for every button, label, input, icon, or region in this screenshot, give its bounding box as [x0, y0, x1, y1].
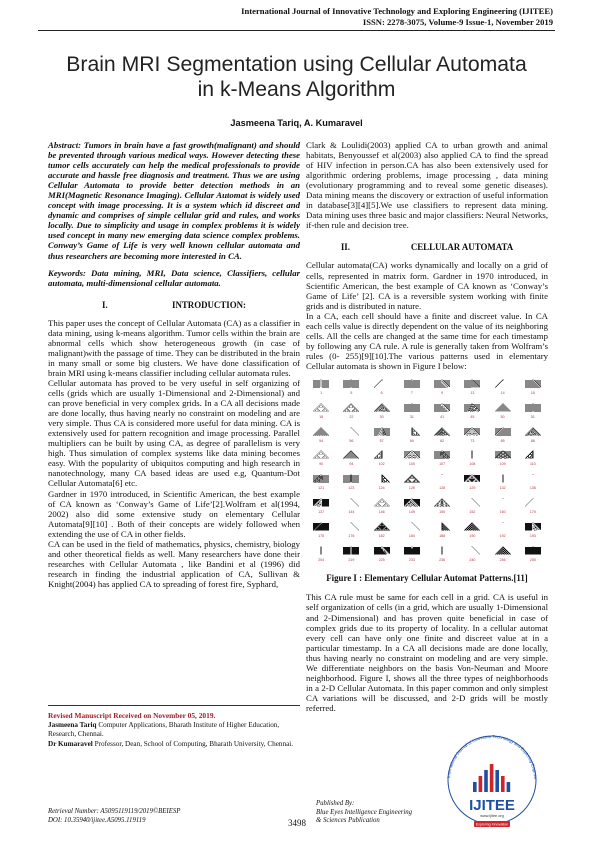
ca-rule-pattern	[404, 424, 420, 439]
ca-rule-number: 246	[499, 557, 506, 562]
ca-pattern-cell	[338, 447, 364, 471]
ca-rule-number: 129	[469, 486, 476, 491]
ca-pattern-cell	[308, 495, 334, 519]
ca-rule-pattern	[313, 519, 329, 534]
ca-rule-number: 225	[378, 557, 385, 562]
ca-rule-pattern	[343, 543, 359, 558]
ca-rule-pattern	[313, 376, 329, 391]
ca-pattern-cell	[369, 471, 395, 495]
right-column	[306, 140, 548, 713]
ca-rule-pattern	[495, 543, 511, 558]
ca-rule-pattern	[495, 424, 511, 439]
logo-bar	[507, 782, 511, 792]
ca-pattern-cell	[520, 471, 546, 495]
ca-rule-pattern	[313, 543, 329, 558]
ca-rule-number: 109	[499, 462, 506, 467]
ca-rule-number: 13	[470, 390, 475, 395]
ca-pattern-cell	[399, 447, 425, 471]
ca-pattern-cell	[459, 376, 485, 400]
ca-rule-pattern	[434, 376, 450, 391]
ca-pattern-cell	[520, 424, 546, 448]
retrieval-info	[48, 807, 180, 825]
ca-rule-number: 182	[378, 533, 385, 538]
ca-pattern-cell	[399, 495, 425, 519]
ca-pattern-cell	[369, 400, 395, 424]
title-line-1: Brain MRI Segmentation using Cellular Automata	[66, 53, 527, 76]
ca-pattern-cell	[308, 424, 334, 448]
ca-pattern-cell	[369, 543, 395, 567]
ca-rule-pattern	[525, 400, 541, 415]
ca-rule-pattern	[313, 447, 329, 462]
ca-rule-pattern	[495, 447, 511, 462]
author-affiliation	[48, 721, 300, 739]
ca-rule-pattern	[343, 400, 359, 415]
ca-rule-pattern	[495, 519, 511, 534]
logo-bar	[501, 776, 505, 792]
ca-rule-number: 22	[349, 414, 354, 419]
ca-rule-pattern	[434, 519, 450, 534]
ca-pattern-cell	[399, 543, 425, 567]
ca-rule-pattern	[464, 495, 480, 510]
ca-rule-number: 123	[348, 486, 355, 491]
ca-rule-number: 184	[408, 533, 415, 538]
ca-pattern-cell	[308, 471, 334, 495]
ca-pattern-cell	[308, 376, 334, 400]
ca-rule-pattern	[404, 376, 420, 391]
author-affiliation	[48, 740, 300, 749]
ca-rule-number: 124	[378, 486, 385, 491]
ca-rule-number: 31	[409, 414, 414, 419]
ca-rule-number: 137	[318, 509, 325, 514]
ca-rule-number: 107	[439, 462, 446, 467]
ca-rule-number: 219	[348, 557, 355, 562]
ca-rule-number: 14	[500, 390, 505, 395]
ca-pattern-cell	[520, 519, 546, 543]
ca-rule-number: 233	[408, 557, 415, 562]
paper-title	[38, 52, 555, 102]
ca-rule-pattern	[343, 376, 359, 391]
ca-rule-pattern	[374, 471, 390, 486]
journal-header	[241, 6, 553, 28]
body-paragraph: CA can be used in the field of mathematics, physics, chemistry, biology and other theoretical fields as well. Many researchers have done their researches with Cellular Automata , like Bandini et al (1996) did research in finding the industrial application of CA, Sullivan & Knight(2004) has applied CA to spreading of forest fire, Syphard,	[48, 538, 300, 589]
section-heading-cellular-automata	[306, 242, 548, 252]
ca-pattern-cell	[490, 400, 516, 424]
ca-pattern-cell	[429, 376, 455, 400]
ca-rule-pattern	[464, 447, 480, 462]
ca-rule-pattern	[343, 447, 359, 462]
ca-rule-pattern	[525, 543, 541, 558]
ca-rule-number: 94	[349, 462, 354, 467]
ca-pattern-cell	[429, 471, 455, 495]
ca-rule-number: 170	[529, 509, 536, 514]
ca-rule-pattern	[374, 519, 390, 534]
ca-rule-pattern	[343, 519, 359, 534]
ca-rule-pattern	[464, 424, 480, 439]
ca-rule-pattern	[404, 447, 420, 462]
ca-pattern-cell	[459, 400, 485, 424]
publisher-name: Blue Eyes Intelligence Engineering	[316, 808, 413, 816]
ca-pattern-cell	[369, 376, 395, 400]
ca-rule-pattern	[374, 376, 390, 391]
body-paragraph: Clark & Loulidi(2003) applied CA to urban growth and animal habitats, Benyoussef et al(2003) also applied CA to find the spread of HIV infection in person.CA has also been extensively used for algorithmic ordering problems, image processing , data mining (evolutionary programming and to reveal some genetic diseases). Data mining means the discovery or extraction of useful information in database[3][4][5].We use classifiers to represent data mining. Data mining uses three basic and major classifiers: Neural Networks, if-then rule and decision tree.	[306, 140, 549, 231]
ca-rule-number: 192	[499, 533, 506, 538]
journal-name: International Journal of Innovative Technology and Exploring Engineering (IJITEE)	[241, 6, 553, 16]
ca-pattern-grid	[308, 376, 546, 566]
ca-rule-pattern	[495, 471, 511, 486]
body-paragraph: This CA rule must be same for each cell in a grid. CA is useful in self organization of cells (in a grid, which are usually 1-Dimensional and 2-Dimensional) and has proven quite beneficial in case of complex grids due to its property of locality. In a cellular automat every cell can have only one finite and discreet value at in a particular timestamp. In a CA all decisions made are done locally, thus having nearly no constraint on modeling and are very simple. We differentiate neighbors on the basis Von-Neuman and Moore neighborhood. Figure I, shows all the three types of neighborhoods in a 2-D Cellular Automata. In this paper common and only simplest CA variations will be discussed, and 2-D grids will be mostly referred.	[306, 592, 548, 713]
ca-rule-number: 15	[530, 390, 535, 395]
ca-pattern-cell	[520, 543, 546, 567]
ca-pattern-cell	[490, 447, 516, 471]
ca-pattern-cell	[459, 447, 485, 471]
body-paragraph: Cellular automata has proved to be very useful in self organizing of cells (grids which are usually 1-Dimensional and 2-Dimensional) and can prove beneficial in very complex grids. In a CA all decisions made are done locally, thus having nearly no constraint on modeling and are very simple. Thus CA is considered more useful for data mining. CA is extensively used for pattern recognition and image processing. Parallel multipliers can be built by using CA, as degree of parallelism is very high. Thus simulation of complex systems like data mining becomes easy. With the popularity of ubiquitos computing and high research in nanotechnology, many CA based ideas are used e.g, Quantum-Dot Cellular Automata[6] etc.	[48, 377, 300, 489]
body-paragraph: This paper uses the concept of Cellular Automata (CA) as a classifier in data mining, using k-means algorithm. Tumor cells within the brain are abnormal cells which show heterogeneous growth (in case of malignant)with the passage of time. They can be distributed in the brain in many small or some big clusters. We have done classification of brain MRI using k-means classifier including cellular automata rules.	[48, 317, 300, 378]
ca-rule-number: 132	[499, 486, 506, 491]
ca-rule-pattern	[495, 376, 511, 391]
logo-bar	[490, 764, 494, 792]
ca-rule-number: 90	[319, 462, 324, 467]
ca-rule-pattern	[343, 424, 359, 439]
ca-rule-number: 190	[469, 533, 476, 538]
logo-bar	[473, 782, 477, 792]
ca-pattern-cell	[520, 376, 546, 400]
ca-rule-pattern	[434, 471, 450, 486]
ca-rule-pattern	[525, 424, 541, 439]
logo-bar	[484, 770, 488, 792]
ca-pattern-cell	[369, 424, 395, 448]
ca-rule-number: 18	[319, 414, 324, 419]
received-note: Revised Manuscript Received on November 05, 2019.	[48, 711, 216, 720]
ca-rule-number: 41	[440, 414, 445, 419]
logo-url: www.ijitee.org	[480, 814, 504, 818]
ca-pattern-cell	[338, 424, 364, 448]
ca-rule-number: 86	[530, 438, 535, 443]
ca-pattern-cell	[490, 424, 516, 448]
ca-rule-number: 105	[408, 462, 415, 467]
ca-rule-number: 149	[408, 509, 415, 514]
ca-rule-pattern	[313, 495, 329, 510]
ca-rule-pattern	[404, 543, 420, 558]
page-number: 3498	[288, 818, 306, 828]
ca-rule-number: 6	[380, 390, 383, 395]
ca-rule-number: 110	[530, 462, 536, 467]
body-paragraph: In a CA, each cell should have a finite and discreet value. In CA each cells value is directly dependent on the value of its neighboring cells. All the cells are changed at the same time for each timestamp by following any CA rule. A rule is generally taken from Wolfram’s rules (0- 255)[9][10].The various patterns used in elementary Cellular automata is shown in Figure I below:	[306, 310, 548, 371]
ca-pattern-cell	[338, 543, 364, 567]
ca-pattern-cell	[369, 447, 395, 471]
ca-rule-number: 150	[439, 509, 446, 514]
ca-pattern-cell	[308, 543, 334, 567]
ca-rule-number: 136	[529, 486, 536, 491]
ca-rule-pattern	[495, 400, 511, 415]
affiliation-author-name: Dr Kumaravel	[48, 740, 93, 748]
ca-pattern-cell	[338, 471, 364, 495]
ca-rule-pattern	[525, 495, 541, 510]
affiliation-text: Computer Applications, Bharath Institute of Higher Education, Research, Chennai.	[48, 721, 280, 738]
ca-rule-number: 56	[349, 438, 354, 443]
ca-rule-pattern	[525, 376, 541, 391]
journal-issn: ISSN: 2278-3075, Volume-9 Issue-1, November 2019	[362, 17, 553, 27]
ca-rule-number: 236	[439, 557, 446, 562]
published-by-label: Published By:	[316, 800, 355, 807]
ca-pattern-cell	[338, 400, 364, 424]
footnote-rule	[48, 705, 300, 706]
ca-rule-pattern	[525, 447, 541, 462]
title-line-2: in k-Means Algorithm	[197, 78, 396, 101]
ca-pattern-cell	[429, 495, 455, 519]
ca-rule-pattern	[404, 495, 420, 510]
ca-pattern-cell	[490, 495, 516, 519]
section-title: INTRODUCTION:	[172, 299, 246, 310]
section-title: CELLULAR AUTOMATA	[410, 242, 514, 253]
ca-rule-number: 54	[319, 438, 324, 443]
logo-globe-icon	[473, 764, 510, 792]
ca-rule-pattern	[464, 400, 480, 415]
ca-rule-pattern	[525, 519, 541, 534]
logo-bar	[479, 776, 483, 792]
ca-rule-pattern	[404, 471, 420, 486]
ca-rule-pattern	[434, 543, 450, 558]
ca-rule-pattern	[525, 471, 541, 486]
logo-arc-label: International Journal of Innovative Technology and Exploring Enginee	[446, 733, 539, 780]
journal-logo	[436, 722, 548, 832]
ca-rule-pattern	[434, 495, 450, 510]
logo-tagline: Exploring Innovation	[475, 822, 509, 827]
ca-rule-number: 255	[529, 557, 536, 562]
figure-ca-patterns	[308, 376, 546, 566]
ca-pattern-cell	[308, 519, 334, 543]
ca-rule-pattern	[464, 519, 480, 534]
ca-pattern-cell	[399, 424, 425, 448]
ca-pattern-cell	[338, 376, 364, 400]
figure-caption: Figure I : Elementary Cellular Automat Patterns.[11]	[326, 573, 528, 584]
ca-rule-number: 1	[320, 390, 323, 395]
ca-rule-number: 188	[439, 533, 446, 538]
ca-pattern-cell	[459, 519, 485, 543]
ca-pattern-cell	[308, 447, 334, 471]
ca-rule-number: 7	[410, 390, 413, 395]
section-heading-introduction	[48, 300, 300, 310]
ca-rule-pattern	[434, 424, 450, 439]
ca-rule-pattern	[343, 471, 359, 486]
ca-pattern-cell	[459, 495, 485, 519]
affiliation-text: Professor, Dean, School of Computing, Bharath University, Chennai.	[92, 740, 294, 748]
ca-pattern-cell	[459, 543, 485, 567]
ca-rule-pattern	[495, 495, 511, 510]
ca-rule-pattern	[374, 495, 390, 510]
body-paragraph: Cellular automata(CA) works dynamically and locally on a grid of cells, represented in matrix form. Gardner in 1970 introduced, in Scientific American, the best example of CA known as ‘Conway’s Game of Life’ [2]. CA is a reversible system working with finite grids and is distributed in nature.	[306, 260, 548, 311]
ca-pattern-cell	[399, 519, 425, 543]
ca-rule-number: 60	[409, 438, 414, 443]
ca-rule-number: 128	[439, 486, 446, 491]
ca-rule-number: 9	[441, 390, 444, 395]
ca-rule-pattern	[374, 424, 390, 439]
ca-pattern-cell	[490, 471, 516, 495]
ca-rule-number: 121	[318, 486, 325, 491]
ca-rule-pattern	[434, 447, 450, 462]
ca-pattern-cell	[338, 495, 364, 519]
ca-rule-number: 204	[318, 557, 325, 562]
section-number: I.	[102, 299, 108, 310]
ca-rule-number: 146	[378, 509, 385, 514]
ca-rule-pattern	[313, 400, 329, 415]
ca-rule-number: 51	[530, 414, 535, 419]
ca-pattern-cell	[459, 471, 485, 495]
ca-rule-number: 30	[379, 414, 384, 419]
ca-rule-pattern	[313, 424, 329, 439]
ca-rule-number: 50	[500, 414, 505, 419]
ca-rule-pattern	[343, 495, 359, 510]
ca-rule-pattern	[464, 471, 480, 486]
ca-rule-number: 152	[469, 509, 476, 514]
section-number: II.	[340, 242, 350, 253]
ca-pattern-cell	[399, 400, 425, 424]
ca-rule-number: 73	[470, 438, 475, 443]
ca-pattern-cell	[429, 543, 455, 567]
ca-rule-pattern	[313, 471, 329, 486]
author-list: Jasmeena Tariq, A. Kumaravel	[230, 118, 363, 128]
keywords: Keywords: Data mining, MRI, Data science, Classifiers, cellular automata, multi-dimensional cellular automata.	[48, 267, 300, 288]
ca-pattern-cell	[429, 424, 455, 448]
ca-rule-number: 240	[469, 557, 476, 562]
ca-pattern-cell	[490, 519, 516, 543]
ca-rule-number: 108	[469, 462, 476, 467]
ca-pattern-cell	[520, 447, 546, 471]
ca-pattern-cell	[338, 519, 364, 543]
ca-rule-pattern	[464, 543, 480, 558]
ca-rule-number: 5	[350, 390, 353, 395]
ca-rule-number: 144	[348, 509, 355, 514]
ca-rule-number: 62	[440, 438, 445, 443]
ca-pattern-cell	[399, 471, 425, 495]
ca-rule-pattern	[434, 400, 450, 415]
ca-pattern-cell	[429, 447, 455, 471]
ca-rule-number: 175	[318, 533, 325, 538]
ca-pattern-cell	[369, 519, 395, 543]
ca-rule-number: 45	[470, 414, 475, 419]
logo-bar	[495, 770, 499, 792]
ca-pattern-cell	[429, 519, 455, 543]
ca-rule-pattern	[464, 376, 480, 391]
publisher-name: & Sciences Publication	[316, 817, 380, 824]
ca-pattern-cell	[490, 543, 516, 567]
doi-link: DOI: 10.35940/ijitee.A5095.119119	[48, 817, 146, 824]
ca-pattern-cell	[308, 400, 334, 424]
ca-rule-number: 57	[379, 438, 384, 443]
header-rule	[38, 30, 555, 31]
publisher-info	[316, 800, 412, 826]
logo-name: IJITEE	[469, 797, 515, 814]
ca-rule-number: 85	[500, 438, 505, 443]
retrieval-number: Retrieval Number: A5095119119/2019©BEIESP	[48, 808, 181, 815]
ca-pattern-cell	[459, 424, 485, 448]
ca-rule-number: 193	[529, 533, 536, 538]
ca-rule-pattern	[374, 447, 390, 462]
ca-pattern-cell	[520, 400, 546, 424]
left-column	[48, 140, 300, 589]
ca-pattern-cell	[520, 495, 546, 519]
affiliation-author-name: Jasmeena Tariq	[48, 721, 97, 729]
ca-pattern-cell	[429, 400, 455, 424]
ca-rule-pattern	[374, 400, 390, 415]
abstract: Abstract: Tumors in brain have a fast growth(malignant) and should be prevented through various medical ways. However detecting these tumor cells accurately can help the medical professionals to provide accurate and hassle free diagnosis and treatment. Thus we are using Cellular Automata to provide better detection methods in an MRI(Magnetic Resonance Imaging). Cellular Automat is widely used concept with image processing. It is a system which id discreet and dynamic and comprises of simple cellular grid and rules, and works locally. Due to simplicity and usage in complex problems it is widely used concept in many new emerging data science complex problems. Conway’s Game of Life is very well known cellular automata and thus researchers are becoming more interested in CA.	[48, 140, 300, 261]
ca-pattern-cell	[490, 376, 516, 400]
ca-rule-number: 102	[378, 462, 385, 467]
ca-rule-pattern	[404, 519, 420, 534]
ca-pattern-cell	[399, 376, 425, 400]
ca-rule-pattern	[374, 543, 390, 558]
ca-pattern-cell	[369, 495, 395, 519]
ca-rule-number: 176	[348, 533, 355, 538]
ca-rule-number: 160	[499, 509, 506, 514]
ca-rule-pattern	[404, 400, 420, 415]
body-paragraph: Gardner in 1970 introduced, in Scientific American, the best example of CA known as ‘Conway’s Game of Life’[2].Wolfram et al(1994, 2002) also did some extensive study on elementary Cellular Automata[9][10] . Both of their concepts are widely followed when extending the use of CA in other fields.	[48, 488, 300, 539]
ca-rule-number: 126	[408, 486, 415, 491]
